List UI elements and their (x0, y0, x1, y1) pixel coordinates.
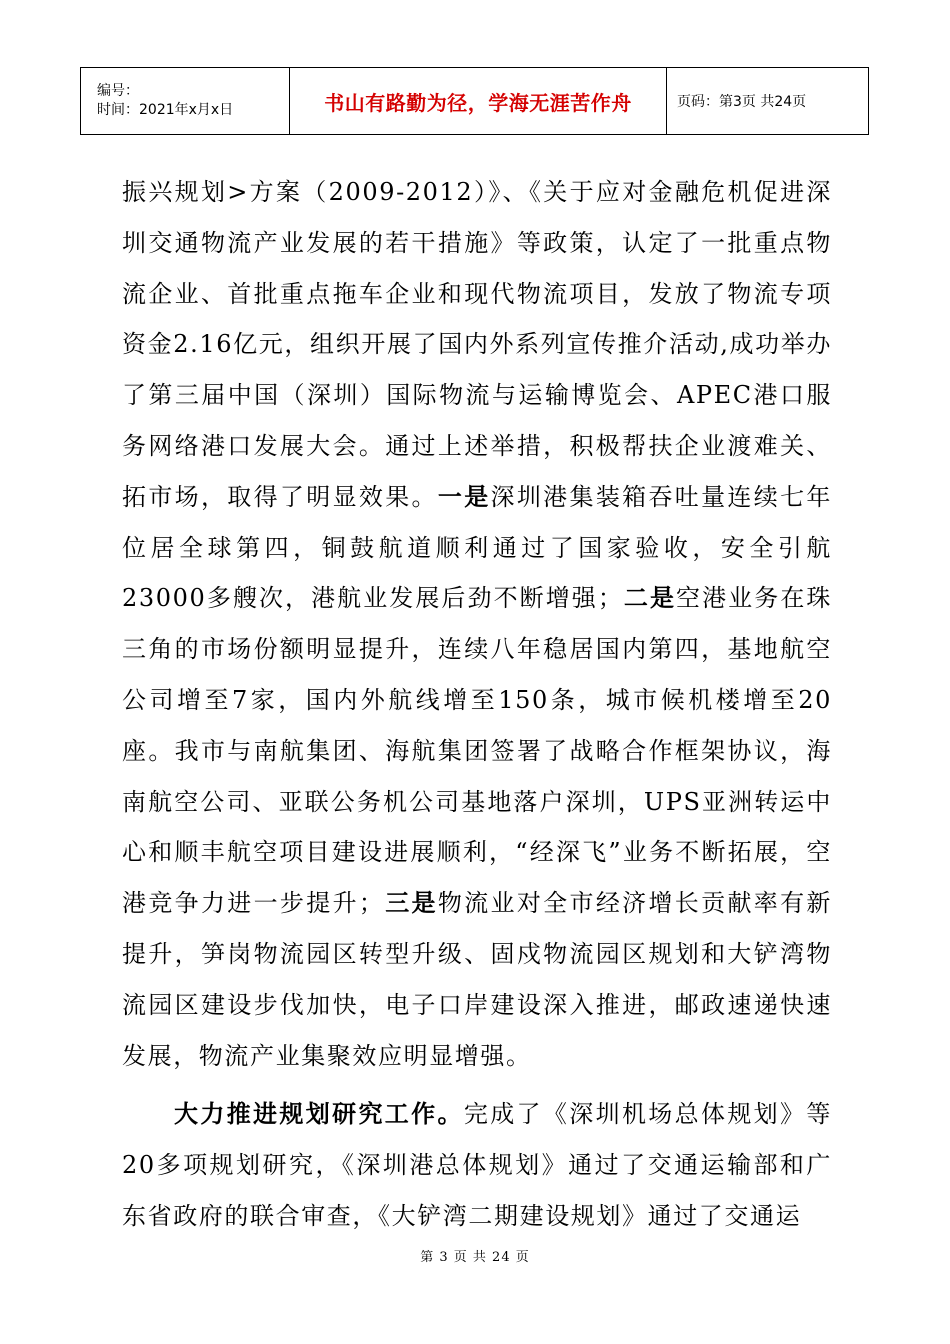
header-page-label: 页码：第3页 共24页 (667, 68, 869, 135)
body-paragraph-1 (122, 167, 832, 1081)
page-footer: 第 3 页 共 24 页 (420, 1250, 530, 1265)
point-three-lead: 三是 (384, 888, 438, 918)
point-two-text: 空港业务在珠三角的市场份额明显提升，连续八年稳居国内第四，基地航空公司增至7家，国内外航线增至150条，城市候机楼增至20座。我市与南航集团、海航集团签署了战略合作框架协议，海南航空公司、亚联公务机公司基地落户深圳，UPS亚洲转运中心和顺丰航空项目建设进展顺利，“经深飞”业务不断拓展，空港竞争力进一步提升； (122, 584, 832, 918)
header-motto: 书山有路勤为径，学海无涯苦作舟 (290, 68, 667, 135)
document-header (80, 67, 869, 135)
point-one-lead: 一是 (437, 481, 491, 511)
document-date-label: 时间：2021年x月x日 (97, 102, 234, 118)
point-three-text: 物流业对全市经济增长贡献率有新提升，笋岗物流园区转型升级、固戍物流园区规划和大铲湾物流园区建设步伐加快，电子口岸建设深入推进，邮政速递快速发展，物流产业集聚效应明显增强。 (122, 889, 833, 1070)
body-paragraph-2 (122, 1089, 832, 1241)
point-one-text: 深圳港集装箱吞吐量连续七年位居全球第四，铜鼓航道顺利通过了国家验收，安全引航23000多艘次，港航业发展后劲不断增强； (122, 482, 832, 613)
header-info-cell (81, 68, 290, 135)
point-two-lead: 二是 (623, 583, 677, 613)
paragraph-2-text: 完成了《深圳机场总体规划》等20多项规划研究，《深圳港总体规划》通过了交通运输部和广东省政府的联合审查，《大铲湾二期建设规划》通过了交通运 (122, 1100, 832, 1230)
paragraph-1-intro: 振兴规划>方案（2009-2012）》、《关于应对金融危机促进深圳交通物流产业发展的若干措施》等政策，认定了一批重点物流企业、首批重点拖车企业和现代物流项目，发放了物流专项资金2.16亿元，组织开展了国内外系列宣传推介活动,成功举办了第三届中国（深圳）国际物流与运输博览会、APEC港口服务网络港口发展大会。通过上述举措，积极帮扶企业渡难关、拓市场，取得了明显效果。 (122, 178, 832, 511)
document-body (122, 167, 832, 1242)
paragraph-2-heading: 大力推进规划研究工作。 (174, 1099, 464, 1129)
document-number-label: 编号： (97, 83, 139, 99)
